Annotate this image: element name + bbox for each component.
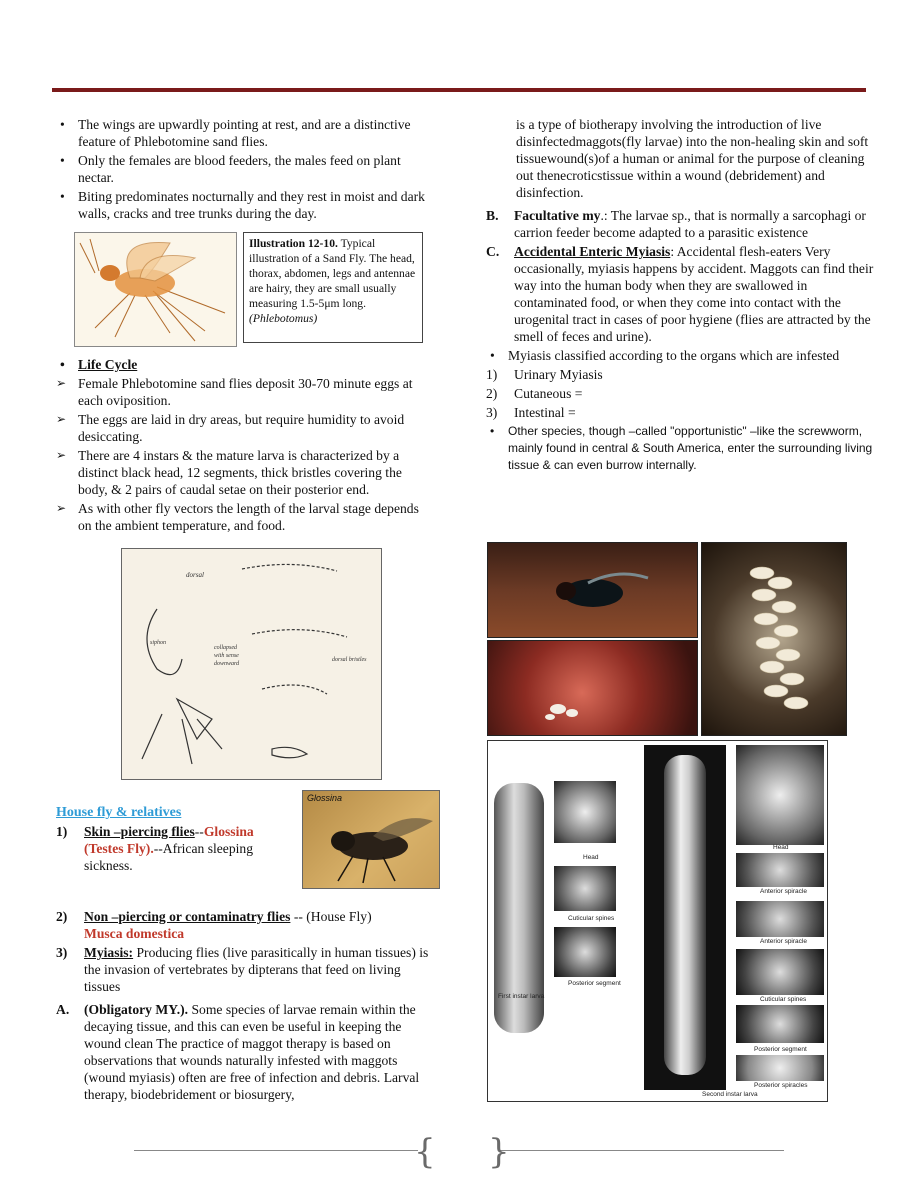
other-species-list [486, 423, 876, 474]
list-item [486, 207, 876, 241]
glossina-photo [302, 790, 440, 889]
plate-label: Posterior spiracles [754, 1082, 808, 1089]
item-rest: Producing flies (live parasitically in human tissues) is the invasion of vertebrates by dipterans that feed on living tissues [84, 945, 429, 994]
footer-rule-right [500, 1150, 784, 1151]
anterior-spiracle-image-2 [736, 901, 824, 937]
list-item: ➢ As with other fly vectors the length of the larval stage depends on the ambient temperature, and food. [56, 500, 434, 534]
page-number-close-brace: } [488, 1132, 510, 1172]
list-item: • Biting predominates nocturnally and they rest in moist and dark walls, cracks and tree trunks during the day. [56, 188, 434, 222]
item-rest: -- (House Fly) [290, 909, 372, 924]
larva-micrograph-plate [487, 740, 828, 1102]
life-cycle-list [56, 375, 434, 534]
lifecycle-label: dorsal [186, 571, 204, 579]
life-cycle-heading-list [56, 356, 434, 373]
item-number: 1) [486, 367, 498, 382]
myiasis-types [486, 207, 876, 345]
plate-label: Cuticular spines [760, 996, 807, 1003]
item-title: Non –piercing or contaminatry flies [84, 909, 291, 924]
plate-label: Head [773, 844, 789, 851]
classified-list [486, 347, 876, 364]
item-text: Urinary Myiasis [514, 367, 603, 382]
item-title: Skin –piercing flies [84, 824, 195, 839]
wound-myiasis-photo [487, 640, 698, 736]
item-sep: -- [194, 824, 204, 839]
lifecycle-label: downward [214, 661, 240, 667]
plate-label: Second instar larva [702, 1091, 758, 1098]
item-title: Facultative my [514, 208, 601, 223]
item-title: Accidental Enteric Myiasis [514, 244, 671, 259]
sandfly-illustration [74, 232, 237, 347]
lifecycle-label: siphon [150, 640, 167, 646]
head-image-2 [736, 745, 824, 845]
caption-title: Illustration 12-10. [249, 237, 338, 250]
organ-list [486, 366, 876, 421]
right-column [486, 116, 876, 476]
list-item [56, 1001, 434, 1103]
item-number: 1) [56, 824, 68, 839]
item-red: Glossina (Testes Fly). [84, 824, 254, 856]
posterior-image-2 [736, 1005, 824, 1043]
caption-genus: (Phlebotomus) [249, 312, 318, 325]
house-fly-list-2 [56, 908, 434, 1103]
house-fly-heading-block [56, 804, 296, 821]
plate-label: Posterior segment [568, 980, 621, 987]
plate-label: Anterior spiracle [760, 938, 807, 945]
item-number: 3) [486, 405, 498, 420]
list-item [56, 908, 434, 942]
lifecycle-label: with sense [214, 653, 239, 659]
wound-fly-photo [487, 542, 698, 638]
sandfly-lifecycle-drawing [121, 548, 382, 780]
item-text: Cutaneous = [514, 386, 583, 401]
house-fly-list-1 [56, 823, 292, 874]
head-image [554, 781, 616, 843]
egg-cluster-photo [701, 542, 847, 736]
item-number: B. [486, 208, 499, 223]
list-item: • The wings are upwardly pointing at rest, and are a distinctive feature of Phlebotomine sand flies. [56, 116, 434, 150]
item-rest: --African sleeping sickness. [84, 841, 253, 873]
plate-label: Anterior spiracle [760, 888, 807, 895]
footer-rule-left [134, 1150, 418, 1151]
item-number: A. [56, 1002, 70, 1017]
lifecycle-label: collapsed [214, 645, 237, 651]
list-item: ➢ There are 4 instars & the mature larva is characterized by a distinct black head, 12 segments, thick bristles covering the body, & 2 pairs of caudal setae on their posterior end. [56, 447, 434, 498]
item-number: 3) [56, 945, 68, 960]
items-2-3-block [56, 908, 434, 1105]
plate-label: First instar larva [498, 993, 545, 1000]
left-column-top [56, 116, 434, 224]
illustration-caption [243, 232, 423, 343]
item-red: Musca domestica [84, 926, 185, 941]
item-number: 2) [486, 386, 498, 401]
list-item: ➢ Female Phlebotomine sand flies deposit 30-70 minute eggs at each oviposition. [56, 375, 434, 409]
item-title: (Obligatory MY.). [84, 1002, 189, 1017]
house-fly-heading: House fly & relatives [56, 805, 182, 820]
list-item [486, 385, 876, 402]
plate-label: Head [583, 854, 599, 861]
list-item: • Myiasis classified according to the organs which are infested [486, 347, 876, 364]
caption-text-2: are hairy, they are small usually measuring 1.5-5μm long. [249, 282, 397, 310]
second-instar-larva-image [644, 745, 726, 1090]
page-number-open-brace: { [414, 1132, 436, 1172]
sandfly-facts [56, 116, 434, 222]
item-rest: Some species of larvae remain within the decaying tissue, and this can even be useful in keeping the wound clean The practice of maggot therapy is based on observations that wounds naturally infested with maggots (wound myiasis) often are free of infection and debris. Larval therapy, biodebridement or biosurgery, [84, 1002, 420, 1102]
item-text: Intestinal = [514, 405, 576, 420]
anterior-spiracle-image [736, 853, 824, 887]
list-item [486, 243, 876, 345]
life-cycle-section [56, 356, 434, 536]
plate-label: Cuticular spines [568, 915, 615, 922]
item-number: 2) [56, 909, 68, 924]
posterior-image [554, 927, 616, 977]
cuticular-image [554, 866, 616, 911]
item-rest: .: The larvae sp., that is normally a sarcophagi or carrion feeder become adapted to a parasitic existence [514, 208, 866, 240]
list-item: • Only the females are blood feeders, the males feed on plant nectar. [56, 152, 434, 186]
lifecycle-label: dorsal bristles [332, 657, 367, 663]
caption-text: Typical illustration of a Sand Fly. The head, thorax, abdomen, legs and antennae [249, 237, 416, 280]
list-item [486, 366, 876, 383]
item-1-block [56, 823, 292, 876]
cuticular-image-2 [736, 949, 824, 995]
list-item [56, 823, 292, 874]
header-rule [52, 88, 866, 92]
item-title: Myiasis: [84, 945, 134, 960]
item-number: C. [486, 244, 500, 259]
glossina-photo-label: Glossina [307, 793, 343, 803]
list-item [56, 944, 434, 995]
list-item: ➢ The eggs are laid in dry areas, but require humidity to avoid desiccating. [56, 411, 434, 445]
life-cycle-heading: • Life Cycle [56, 356, 434, 373]
list-item: • Other species, though –called "opportunistic" –like the screwworm, mainly found in central & South America, enter the surrounding living tissue & can even burrow internally. [486, 423, 876, 474]
list-item [486, 404, 876, 421]
plate-label: Posterior segment [754, 1046, 807, 1053]
posterior-spiracles-image [736, 1055, 824, 1081]
item-rest: : Accidental flesh-eaters Very occasionally, myiasis happens by accident. Maggots can find their way into the human body when they are swallowed in contaminated food, or when they come into contact with the urogenital tract in cases of poor hygiene (flies are attracted by the smell of feces and urine). [514, 244, 874, 344]
right-top-paragraph: is a type of biotherapy involving the introduction of live disinfectedmaggots(fly larvae) into the non-healing skin and soft tissuewound(s)of a human or animal for the purpose of cleaning out thenecroticstissue within a wound (debridement) and disinfection. [516, 117, 869, 200]
